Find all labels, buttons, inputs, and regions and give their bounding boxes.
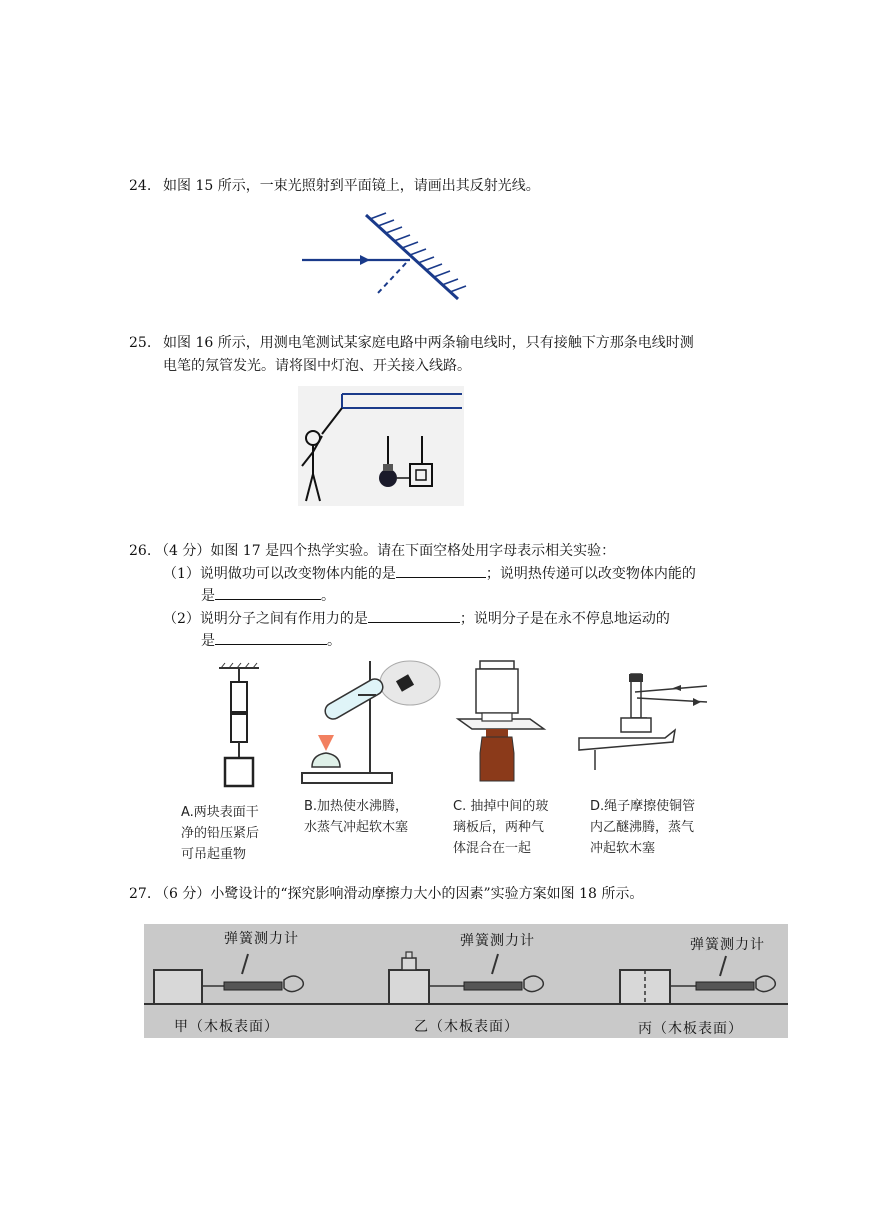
figure-17d-copper-tube xyxy=(575,672,710,772)
q26-p2-middle: ；说明分子是在永不停息地运动的 xyxy=(459,611,670,627)
figure-17b-test-tube xyxy=(298,655,443,790)
q26-p2-end: 。 xyxy=(327,633,341,649)
q26-part2-line2 xyxy=(201,630,341,651)
panel-1-caption: 甲（木板表面） xyxy=(174,1019,279,1035)
figure-18-friction-photo xyxy=(144,924,788,1038)
figure-15-mirror xyxy=(298,207,468,307)
caption-a: A.两块表面干 净的铅压紧后 可吊起重物 xyxy=(181,805,260,862)
q26-p1-middle: ；说明热传递可以改变物体内能的 xyxy=(485,566,696,582)
q24-text: 如图 15 所示，一束光照射到平面镜上，请画出其反射光线。 xyxy=(163,178,540,194)
panel-1-meter-label: 弹簧测力计 xyxy=(224,931,299,947)
q25-text-line1: 如图 16 所示，用测电笔测试某家庭电路中两条输电线时，只有接触下方那条电线时测 xyxy=(163,335,694,351)
q26-p2-prefix: （2）说明分子之间有作用力的是 xyxy=(163,611,368,627)
q26-part2-line1 xyxy=(163,608,670,629)
answer-blank-4[interactable] xyxy=(215,630,327,645)
q26-p1-prefix: （1）说明做功可以改变物体内能的是 xyxy=(163,566,396,582)
panel-2-caption: 乙（木板表面） xyxy=(414,1019,519,1035)
q25-text-line2: 电笔的氖管发光。请将图中灯泡、开关接入线路。 xyxy=(163,358,471,374)
q24-number: 24. xyxy=(129,178,152,194)
q26-p1-end: 。 xyxy=(321,588,335,604)
panel-3-caption: 丙（木板表面） xyxy=(638,1021,743,1037)
q26-number: 26. xyxy=(129,543,152,559)
q26-p2-shi: 是 xyxy=(201,633,215,649)
q26-part1-line1 xyxy=(163,563,696,584)
panel-3-meter-label: 弹簧测力计 xyxy=(690,937,765,953)
answer-blank-3[interactable] xyxy=(368,608,460,623)
q26-p1-shi: 是 xyxy=(201,588,215,604)
figure-16-circuit xyxy=(298,386,464,506)
q26-text: （4 分）如图 17 是四个热学实验。请在下面空格处用字母表示相关实验： xyxy=(155,543,616,559)
q27-number: 27. xyxy=(129,886,152,902)
q25-number: 25. xyxy=(129,335,152,351)
caption-d: D.绳子摩擦使铜管 内乙醚沸腾，蒸气 冲起软木塞 xyxy=(590,799,696,856)
panel-2-meter-label: 弹簧测力计 xyxy=(460,933,535,949)
caption-b: B.加热使水沸腾， 水蒸气冲起软木塞 xyxy=(304,799,409,835)
answer-blank-1[interactable] xyxy=(396,563,486,578)
figure-17a-lead-blocks xyxy=(205,662,275,792)
q26-part1-line2 xyxy=(201,585,335,606)
answer-blank-2[interactable] xyxy=(215,585,321,600)
caption-c: C. 抽掉中间的玻 璃板后，两种气 体混合在一起 xyxy=(453,799,549,856)
figure-17c-gas-jars xyxy=(452,657,552,785)
q27-text: （6 分）小鹭设计的“探究影响滑动摩擦力大小的因素”实验方案如图 18 所示。 xyxy=(155,886,644,902)
